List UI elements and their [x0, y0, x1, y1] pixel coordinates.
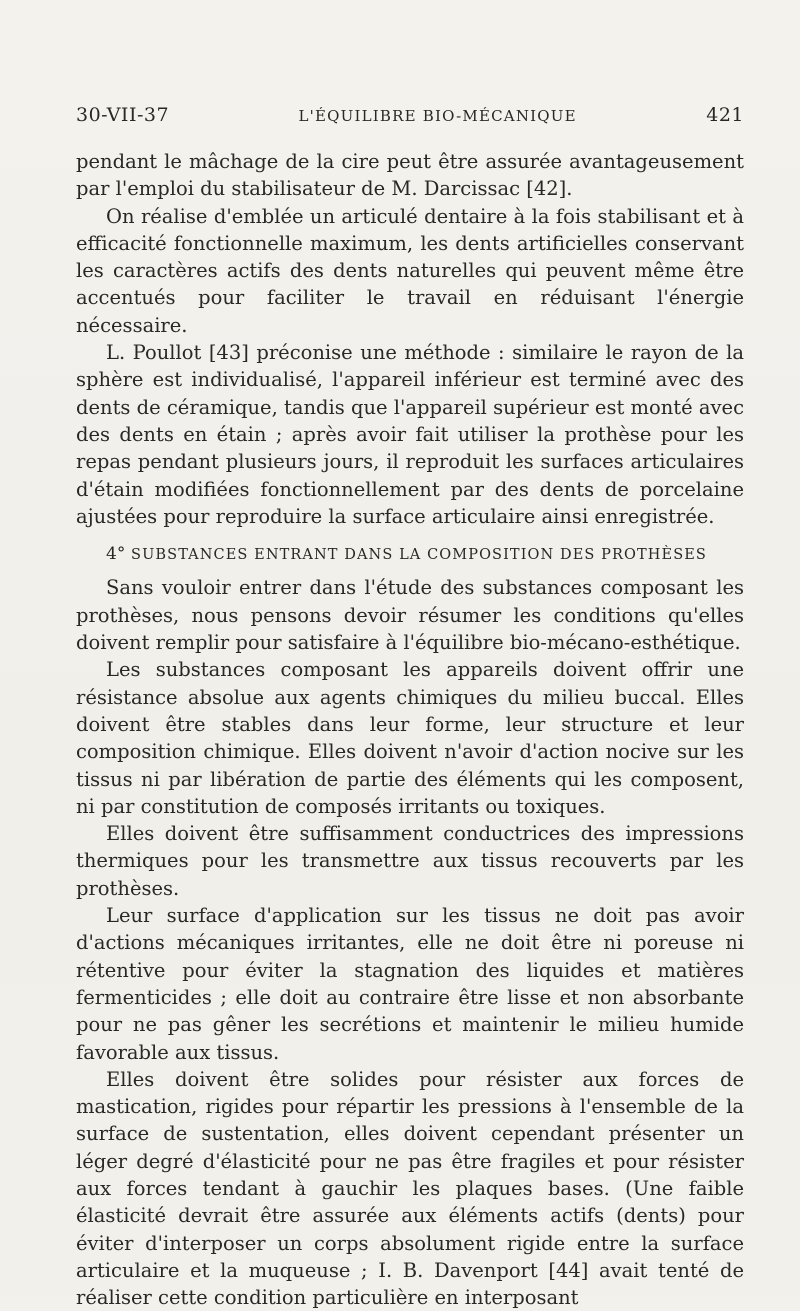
page-number: 421: [706, 104, 744, 126]
paragraph: Sans vouloir entrer dans l'étude des substances composant les prothèses, nous pensons devoir résumer les conditions qu'elles doivent remplir pour satisfaire à l'équilibre bio-mécano-esthétique.: [76, 576, 744, 655]
paragraph: L. Poullot [43] préconise une méthode : similaire le rayon de la sphère est individualisé, l'appareil inférieur est terminé avec des dents de céramique, tandis que l'appareil supérieur est monté avec des dents en étain ; après avoir fait utiliser la prothèse pour les repas pendant plusieurs jours, il reproduit les surfaces articulaires d'étain modifiées fonctionnellement par des dents de porcelaine ajustées pour reproduire la surface articulaire ainsi enregistrée.: [76, 341, 744, 528]
running-header: [76, 104, 744, 130]
body-text: [76, 148, 744, 1311]
paragraph: Les substances composant les appareils doivent offrir une résistance absolue aux agents chimiques du milieu buccal. Elles doivent être stables dans leur forme, leur structure et leur composition chimique. Elles doivent n'avoir d'action nocive sur les tissus ni par libération de partie des éléments qui les composent, ni par constitution de composés irritants ou toxiques.: [76, 658, 744, 818]
section-number: 4°: [106, 544, 126, 565]
paragraph: Elles doivent être solides pour résister aux forces de mastication, rigides pour répartir les pressions à l'ensemble de la surface de sustentation, elles doivent cependant présenter un léger degré d'élasticité pour ne pas être fragiles et pour résister aux forces tendant à gauchir les plaques bases. (Une faible élasticité devrait être assurée aux éléments actifs (dents) pour éviter d'interposer un corps absolument rigide entre la surface articulaire et la muqueuse ; I. B. Davenport [44] avait tenté de réaliser cette condition particulière en interposant: [76, 1067, 744, 1310]
paragraph: On réalise d'emblée un articulé dentaire à la fois stabilisant et à efficacité fonctionnelle maximum, les dents artificielles conservant les caractères actifs des dents naturelles qui peuvent même être accentués pour faciliter le travail en réduisant l'énergie nécessaire.: [76, 204, 744, 337]
paragraph: pendant le mâchage de la cire peut être assurée avantageusement par l'emploi du stabilisateur de M. Darcissac [42].: [76, 150, 744, 201]
header-title: L'ÉQUILIBRE BIO-MÉCANIQUE: [298, 107, 577, 125]
section-title: SUBSTANCES ENTRANT DANS LA COMPOSITION DES PROTHÈSES: [131, 547, 707, 564]
paragraph: Leur surface d'application sur les tissus ne doit pas avoir d'actions mécaniques irritantes, elle ne doit être ni poreuse ni rétentive pour éviter la stagnation des liquides et matières fermenticides ; elle doit au contraire être lisse et non absorbante pour ne pas gêner les secrétions et maintenir le milieu humide favorable aux tissus.: [76, 904, 744, 1064]
paragraph: Elles doivent être suffisamment conductrices des impressions thermiques pour les transmettre aux tissus recouverts par les prothèses.: [76, 822, 744, 900]
section-heading: [76, 541, 744, 569]
header-date: 30-VII-37: [76, 104, 170, 126]
